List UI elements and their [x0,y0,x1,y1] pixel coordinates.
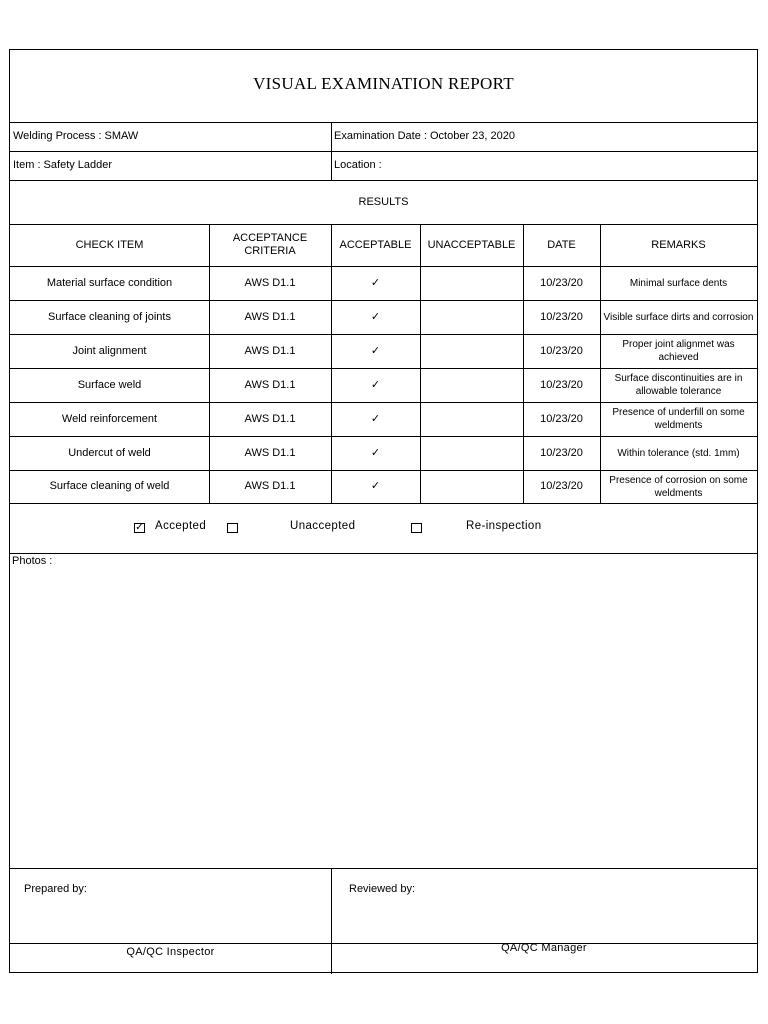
reinspection-checkbox[interactable] [411,523,422,533]
row-unacceptable [420,402,523,436]
divider [10,553,757,554]
header-check-item: CHECK ITEM [75,238,144,251]
row-check-item: Weld reinforcement [61,412,158,425]
results-label: RESULTS [358,195,409,208]
divider [331,122,332,180]
row-acceptable-check: ✓ [370,310,381,323]
row-date: 10/23/20 [540,480,583,492]
row-remarks: Presence of corrosion on some weldments [609,474,748,499]
prepared-by-label: Prepared by: [24,883,87,895]
row-criteria: AWS D1.1 [244,310,296,323]
row-check-item: Joint alignment [72,344,147,357]
divider [10,122,757,123]
row-criteria: AWS D1.1 [244,378,296,391]
divider [10,503,757,504]
item-field: Item : Safety Ladder [13,159,113,171]
location-field: Location : [334,159,382,171]
examination-date-field: Examination Date : October 23, 2020 [334,130,515,142]
row-date: 10/23/20 [540,310,583,323]
row-remarks: Surface discontinuities are in allowable tolerance [614,373,743,397]
row-unacceptable [420,470,523,503]
row-check-item: Undercut of weld [68,446,151,459]
row-check-item: Surface cleaning of joints [48,310,171,323]
row-acceptable-check: ✓ [370,378,381,391]
row-remarks: Minimal surface dents [629,277,728,289]
row-acceptable-check: ✓ [370,276,381,289]
row-criteria: AWS D1.1 [244,276,296,289]
row-acceptable-check: ✓ [370,412,381,425]
row-criteria: AWS D1.1 [244,344,296,357]
row-unacceptable [420,266,523,300]
report-title: VISUAL EXAMINATION REPORT [253,74,514,93]
row-check-item: Surface cleaning of weld [49,480,170,492]
row-date: 10/23/20 [540,412,583,425]
header-acceptance-criteria: ACCEPTANCE CRITERIA [232,232,308,257]
accepted-checkbox[interactable]: ✓ [135,522,144,533]
divider [10,151,757,152]
row-remarks: Within tolerance (std. 1mm) [617,447,740,459]
accepted-label: Accepted [155,520,207,532]
row-unacceptable [420,334,523,368]
row-date: 10/23/20 [540,378,583,391]
divider [331,868,332,974]
row-acceptable-check: ✓ [370,480,381,492]
header-date: DATE [547,238,576,251]
divider [10,868,757,869]
row-criteria: AWS D1.1 [244,480,296,492]
row-date: 10/23/20 [540,276,583,289]
unaccepted-checkbox[interactable] [227,523,238,533]
row-remarks: Visible surface dirts and corrosion [603,311,754,323]
row-date: 10/23/20 [540,446,583,459]
row-date: 10/23/20 [540,344,583,357]
reviewed-title: QA/QC Manager [501,942,587,954]
row-criteria: AWS D1.1 [244,412,296,425]
row-check-item: Material surface condition [46,276,173,289]
header-acceptable: ACCEPTABLE [339,238,412,251]
row-remarks: Proper joint alignmet was achieved [622,339,735,363]
reviewed-by-label: Reviewed by: [349,883,416,895]
header-unacceptable: UNACCEPTABLE [427,238,516,251]
row-criteria: AWS D1.1 [244,446,296,459]
photos-label: Photos : [12,555,53,567]
row-acceptable-check: ✓ [370,446,381,459]
row-unacceptable [420,368,523,402]
prepared-title: QA/QC Inspector [126,946,215,958]
welding-process-field: Welding Process : SMAW [13,130,139,142]
row-remarks: Presence of underfill on some weldments [612,407,745,431]
header-remarks: REMARKS [651,238,706,251]
row-check-item: Surface weld [77,378,142,391]
row-unacceptable [420,436,523,470]
unaccepted-label: Unaccepted [290,520,356,532]
row-unacceptable [420,300,523,334]
reinspection-label: Re-inspection [466,520,542,532]
report-sheet [9,49,758,973]
row-acceptable-check: ✓ [370,344,381,357]
photos-area [10,570,757,866]
